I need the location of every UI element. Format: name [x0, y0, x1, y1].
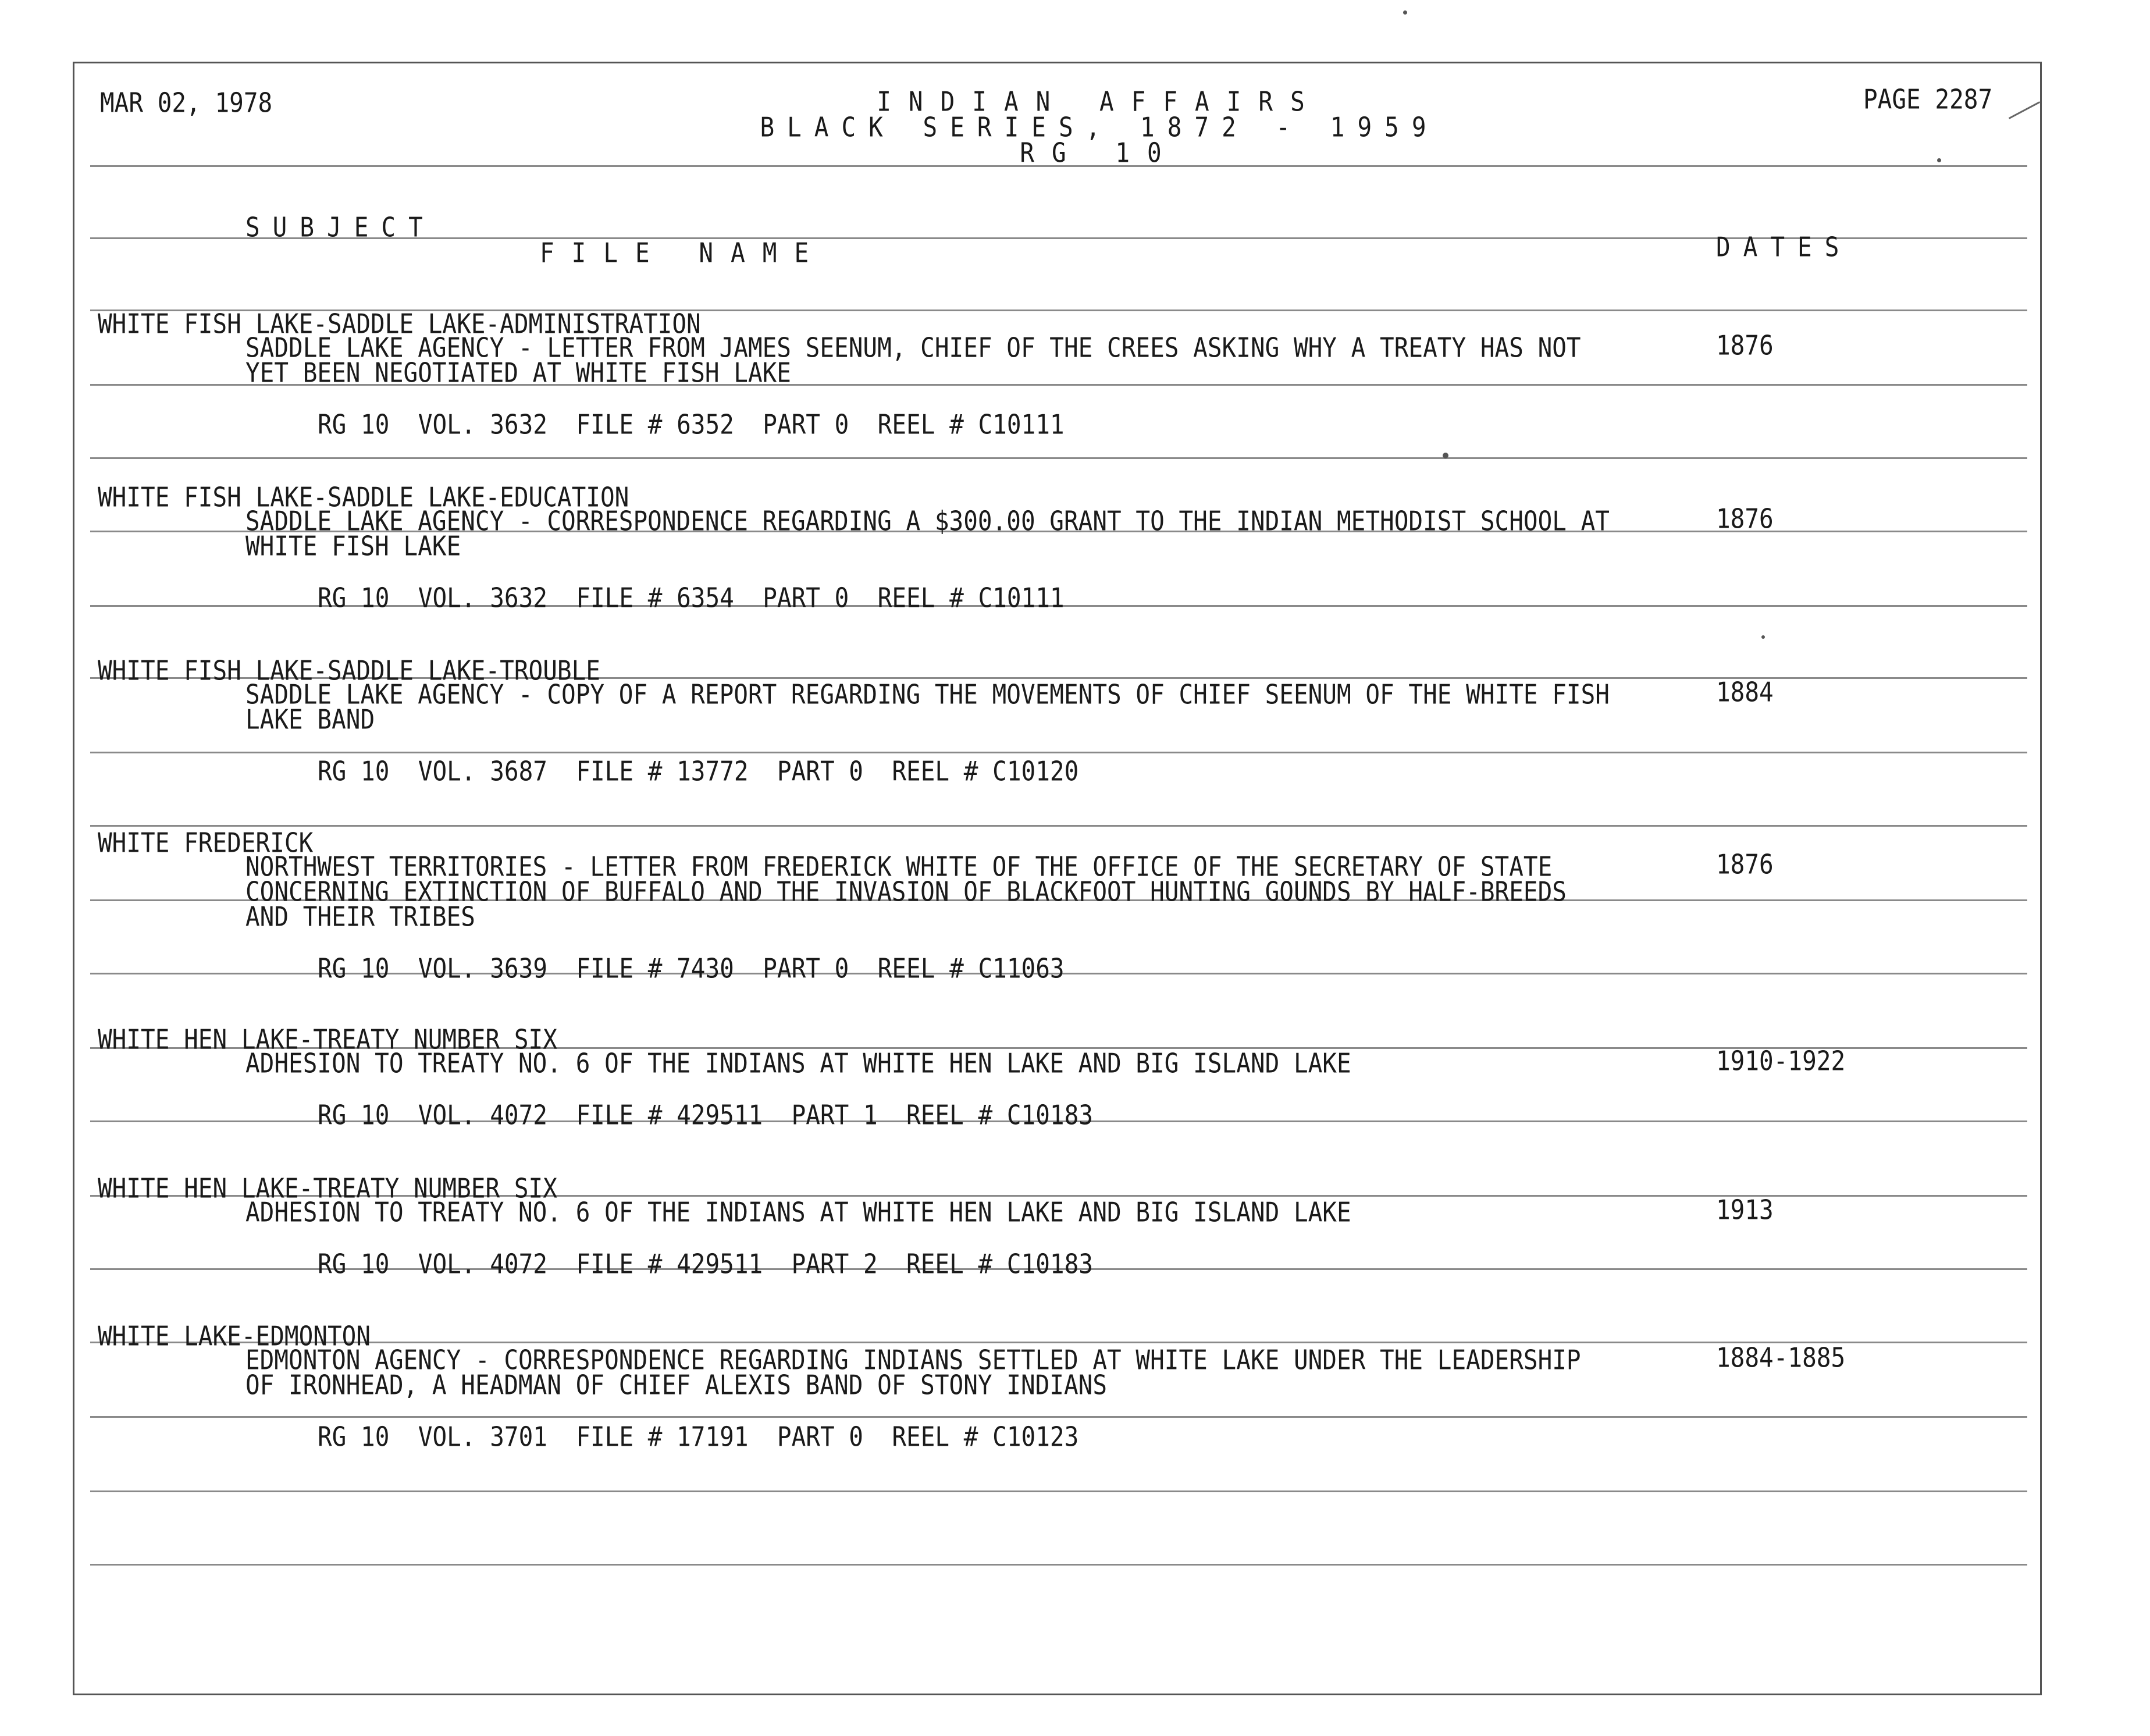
entry-reference: RG 10 VOL. 3701 FILE # 17191 PART 0 REEL # C10123: [318, 1421, 1079, 1453]
entry-date: 1884: [1716, 676, 1774, 708]
entry-date: 1876: [1716, 503, 1774, 535]
scan-speck: [1937, 158, 1941, 162]
ruled-line: [90, 1416, 2027, 1418]
report-date: MAR 02, 1978: [100, 87, 273, 119]
entry-reference: RG 10 VOL. 3687 FILE # 13772 PART 0 REEL # C10120: [318, 755, 1079, 787]
column-subject: SUBJECT: [245, 211, 436, 243]
entry-date: 1876: [1716, 329, 1774, 361]
entry-subject: WHITE LAKE-EDMONTON: [98, 1320, 371, 1352]
ruled-line: [90, 752, 2027, 753]
entry-description-line: OF IRONHEAD, A HEADMAN OF CHIEF ALEXIS BAND OF STONY INDIANS: [245, 1369, 1108, 1401]
entry-subject: WHITE HEN LAKE-TREATY NUMBER SIX: [98, 1023, 557, 1055]
scan-speck: [1761, 635, 1765, 639]
entry-description-line: AND THEIR TRIBES: [245, 901, 475, 933]
entry-subject: WHITE FISH LAKE-SADDLE LAKE-EDUCATION: [98, 481, 629, 513]
entry-reference: RG 10 VOL. 4072 FILE # 429511 PART 1 REEL # C10183: [318, 1099, 1093, 1131]
entry-description-line: SADDLE LAKE AGENCY - CORRESPONDENCE REGARDING A $300.00 GRANT TO THE INDIAN METHODIST SCHOOL AT: [245, 505, 1610, 537]
report-series: BLACK SERIES, 1872 - 1959: [760, 111, 1439, 143]
entry-subject: WHITE FISH LAKE-SADDLE LAKE-ADMINISTRATION: [98, 308, 701, 340]
entry-description-line: YET BEEN NEGOTIATED AT WHITE FISH LAKE: [245, 357, 791, 389]
ruled-line: [90, 1490, 2027, 1492]
ruled-line: [90, 825, 2027, 827]
column-file-name: FILE NAME: [540, 237, 827, 269]
entry-description-line: ADHESION TO TREATY NO. 6 OF THE INDIANS AT WHITE HEN LAKE AND BIG ISLAND LAKE: [245, 1196, 1351, 1228]
report-record-group: RG 10: [1020, 137, 1179, 169]
entry-subject: WHITE FISH LAKE-SADDLE LAKE-TROUBLE: [98, 654, 600, 686]
entry-date: 1884-1885: [1716, 1342, 1846, 1374]
entry-subject: WHITE HEN LAKE-TREATY NUMBER SIX: [98, 1172, 557, 1204]
entry-reference: RG 10 VOL. 3632 FILE # 6354 PART 0 REEL # C10111: [318, 582, 1065, 614]
ruled-line: [90, 457, 2027, 459]
report-title: INDIAN AFFAIRS: [877, 86, 1322, 118]
column-dates: DATES: [1716, 231, 1852, 263]
entry-description-line: WHITE FISH LAKE: [245, 530, 461, 562]
entry-reference: RG 10 VOL. 4072 FILE # 429511 PART 2 REEL # C10183: [318, 1248, 1093, 1280]
entry-subject: WHITE FREDERICK: [98, 827, 314, 859]
entry-description-line: CONCERNING EXTINCTION OF BUFFALO AND THE INVASION OF BLACKFOOT HUNTING GOUNDS BY HALF-BREEDS: [245, 876, 1567, 908]
entry-date: 1913: [1716, 1194, 1774, 1226]
entry-reference: RG 10 VOL. 3632 FILE # 6352 PART 0 REEL # C10111: [318, 408, 1065, 440]
entry-description-line: NORTHWEST TERRITORIES - LETTER FROM FREDERICK WHITE OF THE OFFICE OF THE SECRETARY OF STATE: [245, 851, 1553, 883]
entry-description-line: ADHESION TO TREATY NO. 6 OF THE INDIANS AT WHITE HEN LAKE AND BIG ISLAND LAKE: [245, 1047, 1351, 1079]
page-number: PAGE 2287: [1863, 83, 1993, 115]
entry-description-line: SADDLE LAKE AGENCY - COPY OF A REPORT REGARDING THE MOVEMENTS OF CHIEF SEENUM OF THE WHITE FISH: [245, 678, 1610, 710]
entry-description-line: LAKE BAND: [245, 703, 375, 735]
entry-description-line: SADDLE LAKE AGENCY - LETTER FROM JAMES SEENUM, CHIEF OF THE CREES ASKING WHY A TREATY HAS NOT: [245, 332, 1581, 364]
ruled-line: [90, 1564, 2027, 1566]
scan-speck: [1403, 10, 1407, 15]
entry-reference: RG 10 VOL. 3639 FILE # 7430 PART 0 REEL # C11063: [318, 952, 1065, 984]
entry-description-line: EDMONTON AGENCY - CORRESPONDENCE REGARDING INDIANS SETTLED AT WHITE LAKE UNDER THE LEADERSHIP: [245, 1344, 1581, 1376]
scan-speck: [1443, 453, 1448, 458]
entry-date: 1910-1922: [1716, 1045, 1846, 1077]
entry-date: 1876: [1716, 848, 1774, 880]
